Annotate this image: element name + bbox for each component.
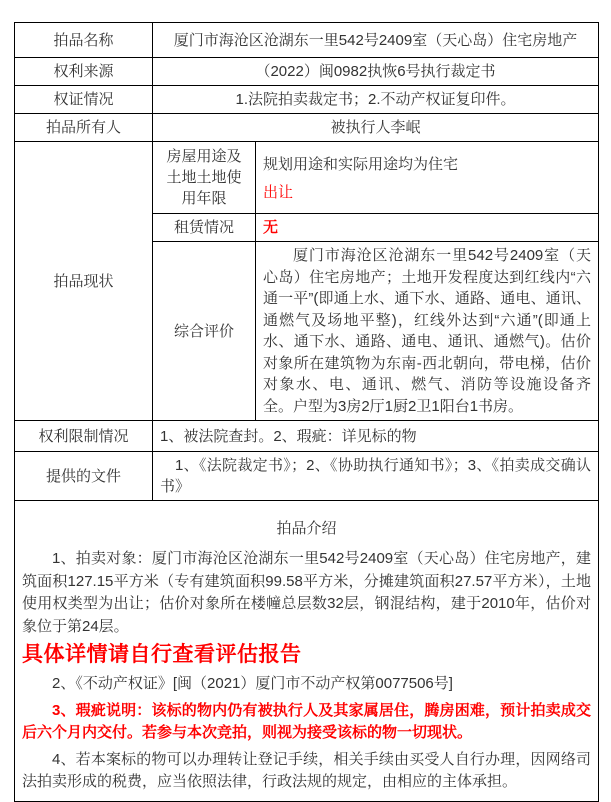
intro-paragraph-1: 1、拍卖对象：厦门市海沧区沧湖东一里542号2409室（天心岛）住宅房地产，建筑面积127.15平方米（专有建筑面积99.58平方米，分摊建筑面积27.57平方米），土地使用权类型为出让；估价对象所在楼幢总层数32层，钢混结构，建于2010年，估价对象位于第24层。 [22, 550, 591, 635]
evaluation-label: 综合评价 [153, 242, 256, 421]
auction-detail-table [14, 22, 599, 802]
table-row-name [15, 23, 599, 58]
table-row-rights-source [15, 58, 599, 86]
rights-source-label: 权利来源 [15, 58, 153, 86]
evaluation-cell [256, 242, 599, 421]
lease-value: 无 [256, 214, 599, 242]
evaluation-text: 厦门市海沧区沧湖东一里542号2409室（天心岛）住宅房地产；土地开发程度达到红线内“六通一平”(即通上水、通下水、通路、通电、通讯、通燃气及场地平整)，红线外达到“六通”(即通上水、通下水、通路、通电、通讯、通燃气)。估价对象所在建筑物为东南-西北朝向，带电梯，估价对象水、电、通讯、燃气、消防等设施设备齐全。户型为3房2厅1厨2卫1阳台1书房。 [263, 247, 591, 415]
table-row-restrictions [15, 421, 599, 452]
cert-status-label: 权证情况 [15, 86, 153, 114]
intro-title: 拍品介绍 [276, 520, 337, 537]
restrictions-value: 1、被法院查封。2、瑕疵：详见标的物 [153, 421, 599, 452]
intro-red-headline: 具体详情请自行查看评估报告 [22, 643, 302, 666]
cert-status-value: 1.法院拍卖裁定书；2.不动产权证复印件。 [153, 86, 599, 114]
intro-cell [15, 501, 599, 802]
table-row-intro [15, 501, 599, 802]
table-row-usage [15, 142, 599, 214]
intro-paragraph-3-defect-notice: 3、瑕疵说明：该标的物内仍有被执行人及其家属居住，腾房困难，预计拍卖成交后六个月内交付。若参与本次竞拍，则视为接受该标的物一切现状。 [22, 701, 591, 741]
usage-label: 房屋用途及土地土地使用年限 [153, 142, 256, 214]
documents-cell [153, 452, 599, 501]
lease-label: 租赁情况 [153, 214, 256, 242]
usage-transfer-text: 出让 [263, 183, 294, 201]
status-group-label: 拍品现状 [15, 142, 153, 421]
intro-paragraph-4: 4、若本案标的物可以办理转让登记手续，相关手续由买受人自行办理，因网络司法拍卖形成的税费，应当依照法律，行政法规的规定，由相应的主体承担。 [22, 750, 591, 790]
restrictions-label: 权利限制情况 [15, 421, 153, 452]
rights-source-value: （2022）闽0982执恢6号执行裁定书 [153, 58, 599, 86]
item-name-label: 拍品名称 [15, 23, 153, 58]
table-row-documents [15, 452, 599, 501]
table-row-owner [15, 114, 599, 142]
documents-label: 提供的文件 [15, 452, 153, 501]
owner-value: 被执行人李岷 [153, 114, 599, 142]
usage-value [256, 142, 599, 214]
usage-planned-text: 规划用途和实际用途均为住宅 [263, 155, 459, 173]
documents-value: 1、《法院裁定书》；2、《协助执行通知书》；3、《拍卖成交确认书》 [160, 457, 591, 495]
item-name-value: 厦门市海沧区沧湖东一里542号2409室（天心岛）住宅房地产 [153, 23, 599, 58]
owner-label: 拍品所有人 [15, 114, 153, 142]
table-row-cert-status [15, 86, 599, 114]
intro-paragraph-2: 2、《不动产权证》[闽（2021）厦门市不动产权第0077506号] [52, 675, 453, 692]
